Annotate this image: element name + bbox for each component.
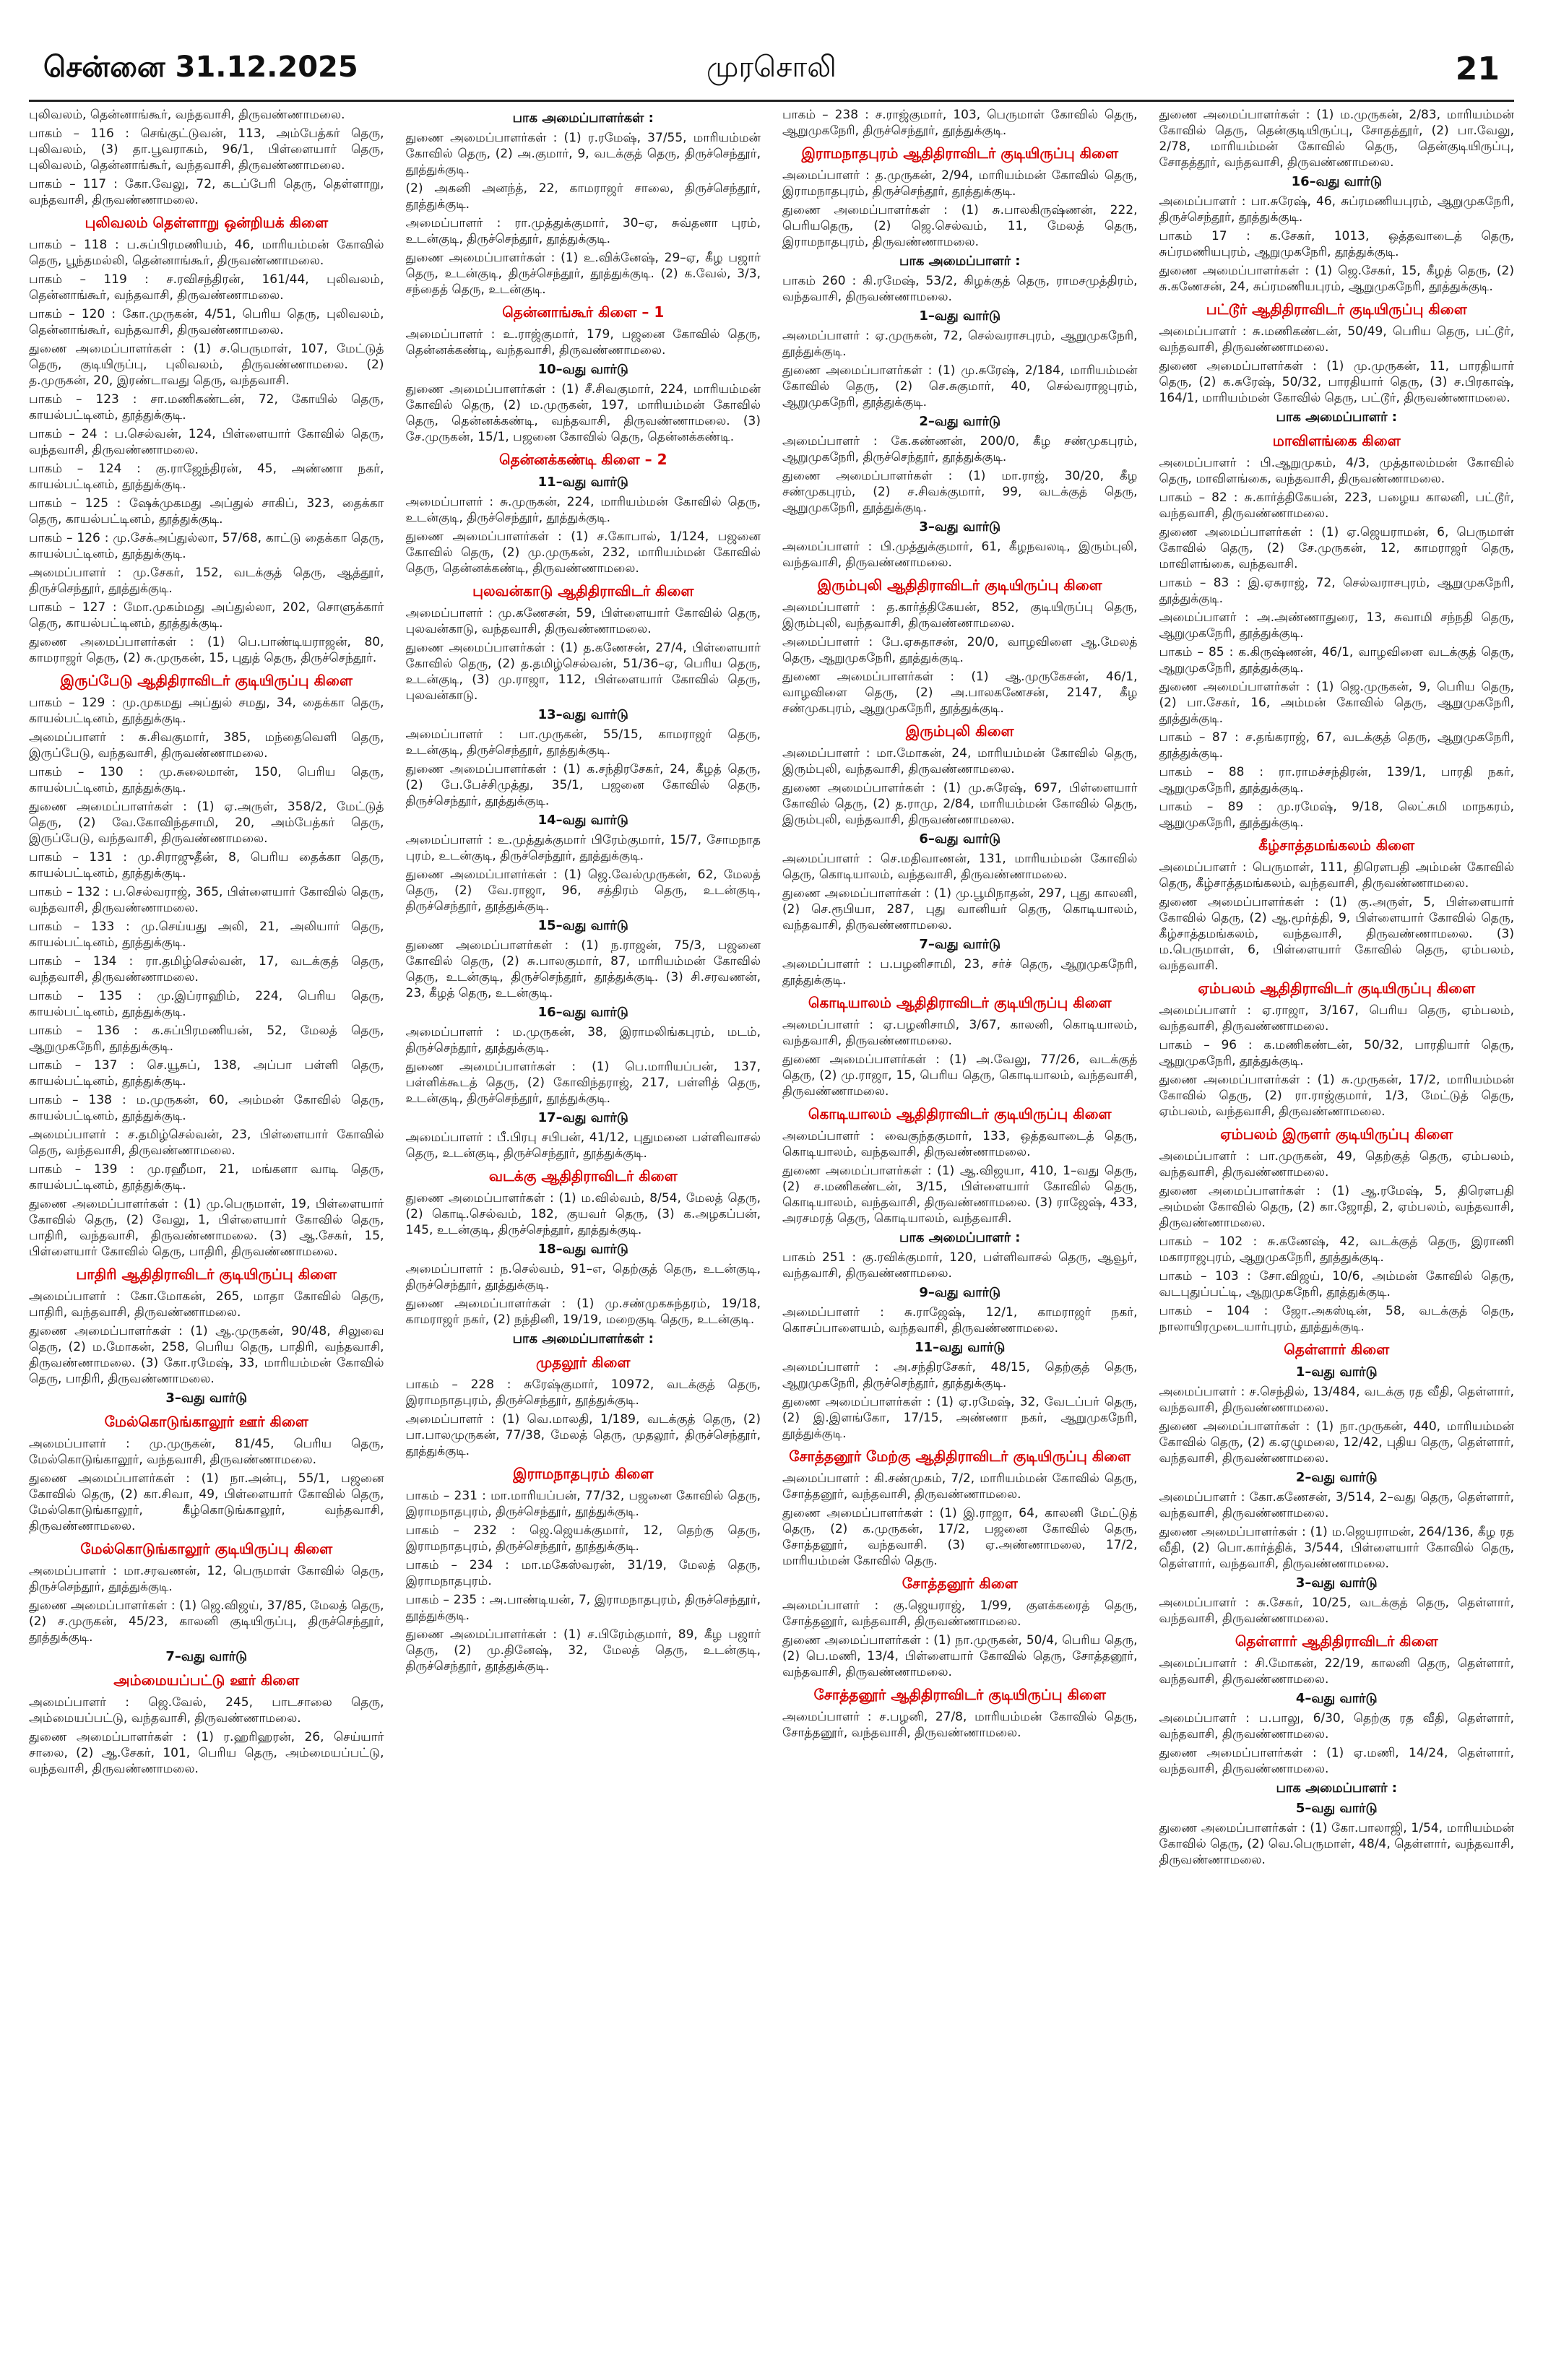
listing-entry: துணை அமைப்பாளர்கள் : (1) க.சந்திரசேகர், 24, கீழத் தெரு, (2) பே.பேச்சிமுத்து, 35/1, பஜனை கோவில் தெரு, திருச்செந்தூர், தூத்துக்குடி. — [405, 762, 761, 808]
listing-entry: துணை அமைப்பாளர்கள் : (1) ர.ஹரிஹரன், 26, செய்யார் சாலை, (2) ஆ.சேகர், 101, பெரிய தெரு, அம்மையப்பட்டு, வந்தவாசி, திருவண்ணாமலை. — [29, 1730, 384, 1776]
listing-entry: அமைப்பாளர் : கோ.மோகன், 265, மாதா கோவில் தெரு, பாதிரி, வந்தவாசி, திருவண்ணாமலை. — [29, 1289, 384, 1320]
section-heading: ஏம்பலம் ஆதிதிராவிடர் குடியிருப்பு கிளை — [1198, 979, 1476, 997]
columns — [29, 107, 1514, 2351]
listing-entry: பாகம் – 131 : மு.சிராஜுதீன், 8, பெரிய தைக்கா தெரு, காயல்பட்டினம், தூத்துக்குடி. — [29, 850, 384, 880]
listing-entry: பாகம் – 130 : மு.சுலைமான், 150, பெரிய தெரு, காயல்பட்டினம், தூத்துக்குடி. — [29, 765, 384, 795]
listing-entry: துணை அமைப்பாளர்கள் : (1) உ.விக்னேஷ், 29–ஏ, கீழ பஜார் தெரு, உடன்குடி, திருச்செந்தூர், தூத்துக்குடி. (2) க.வேல், 3/3, சந்தைத் தெரு, உடன்குடி. — [405, 251, 761, 297]
listing-entry: அமைப்பாளர் : ச.செந்தில், 13/484, வடக்கு ரத வீதி, தெள்ளார், வந்தவாசி, திருவண்ணாமலை. — [1159, 1385, 1514, 1415]
listing-entry: பாகம் – 85 : க.கிருஷ்ணன், 46/1, வாழவிளை வடக்குத் தெரு, ஆறுமுகநேரி, தூத்துக்குடி. — [1159, 645, 1514, 675]
listing-entry: அமைப்பாளர் : சு.ராஜேஷ், 12/1, காமராஜர் நகர், கொசப்பாளையம், வந்தவாசி, திருவண்ணாமலை. — [782, 1305, 1138, 1336]
ward-heading: 3–வது வார்டு — [165, 1390, 248, 1406]
section-heading: கொடியாலம் ஆதிதிராவிடர் குடியிருப்பு கிளை — [808, 1105, 1112, 1122]
listing-entry: பாகம் – 235 : அ.பாண்டியன், 7, இராமநாதபுரம், திருச்செந்தூர், தூத்துக்குடி. — [405, 1593, 761, 1623]
page-number: 21 — [1455, 51, 1500, 87]
listing-entry: துணை அமைப்பாளர்கள் : (1) நா.முருகன், 440, மாரியம்மன் கோவில் தெரு, (2) க.ஏழுமலை, 12/42, புதிய தெரு, தெள்ளார், வந்தவாசி, திருவண்ணாமலை. — [1159, 1419, 1514, 1466]
ward-heading: பாக அமைப்பாளர்கள் : — [512, 111, 654, 126]
section-heading: அம்மையப்பட்டு ஊர் கிளை — [113, 1671, 300, 1689]
listing-entry: அமைப்பாளர் : பா.முருகன், 49, தெற்குத் தெரு, ஏம்பலம், வந்தவாசி, திருவண்ணாமலை. — [1159, 1149, 1514, 1180]
listing-entry: அமைப்பாளர் : ச.பழனி, 27/8, மாரியம்மன் கோவில் தெரு, சோத்தனூர், வந்தவாசி, திருவண்ணாமலை. — [782, 1710, 1138, 1740]
listing-entry: அமைப்பாளர் : கே.கண்ணன், 200/0, கீழ சண்முகபுரம், ஆறுமுகநேரி, திருச்செந்தூர், தூத்துக்குடி. — [782, 434, 1138, 464]
listing-entry: அமைப்பாளர் : மு.சேகர், 152, வடக்குத் தெரு, ஆத்தூர், திருச்செந்தூர், தூத்துக்குடி. — [29, 566, 384, 596]
section-heading: புலிவலம் தெள்ளாறு ஒன்றியக் கிளை — [85, 214, 328, 231]
listing-entry: துணை அமைப்பாளர்கள் : (1) சு.பாலகிருஷ்ணன், 222, பெரியதெரு, (2) ஜெ.செல்வம், 11, மேலத் தெரு, இராமநாதபுரம், திருவண்ணாமலை. — [782, 203, 1138, 249]
ward-heading: 1–வது வார்டு — [1295, 1364, 1378, 1380]
listing-entry: துணை அமைப்பாளர்கள் : (1) அ.வேலு, 77/26, வடக்குத் தெரு, (2) மு.ராஜா, 15, பெரிய தெரு, கொடியாலம், வந்தவாசி, திருவண்ணாமலை. — [782, 1052, 1138, 1099]
listing-entry: துணை அமைப்பாளர்கள் : (1) கு.அருள், 5, பிள்ளையார் கோவில் தெரு, (2) ஆ.மூர்த்தி, 9, பிள்ளையார் கோவில் தெரு, கீழ்சாத்தமங்கலம், வந்தவாசி, திருவண்ணாமலை. (3) ம.பெருமாள், 6, பிள்ளையார் கோவில் தெரு, ஏம்பலம், வந்தவாசி. — [1159, 895, 1514, 973]
listing-entry: துணை அமைப்பாளர்கள் : (1) ச.கோபால், 1/124, பஜனை கோவில் தெரு, (2) மு.முருகன், 232, மாரியம்மன் கோவில் தெரு, தென்னக்கண்டி, திருவண்ணாமலை. — [405, 529, 761, 576]
listing-entry: துணை அமைப்பாளர்கள் : (1) ச.பிரேம்குமார், 89, கீழ பஜார் தெரு, (2) மு.தினேஷ், 32, மேலத் தெரு, உடன்குடி, திருச்செந்தூர், தூத்துக்குடி. — [405, 1627, 761, 1674]
section-heading: சோத்தனூர் மேற்கு ஆதிதிராவிடர் குடியிருப்பு கிளை — [789, 1448, 1131, 1465]
section-heading: தென்னாங்கூர் கிளை – 1 — [502, 303, 665, 321]
ward-heading: 13–வது வார்டு — [537, 707, 628, 722]
listing-entry: பாகம் – 103 : சோ.விஜய், 10/6, அம்மன் கோவில் தெரு, வடபுதுப்பட்டி, ஆறுமுகநேரி, தூத்துக்குடி. — [1159, 1269, 1514, 1299]
date-line: சென்னை 31.12.2025 — [43, 51, 358, 84]
listing-entry: அமைப்பாளர் : ஜெ.வேல், 245, பாடசாலை தெரு, அம்மையப்பட்டு, வந்தவாசி, திருவண்ணாமலை. — [29, 1695, 384, 1726]
listing-entry: துணை அமைப்பாளர்கள் : (1) ஆ.விஜயா, 410, 1–வது தெரு, (2) ச.மணிகண்டன், 3/15, பிள்ளையார் கோவில் தெரு, கொடியாலம், வந்தவாசி, திருவண்ணாமலை. (3) ராஜேஷ், 433, அரசமரத் தெரு, கொடியாலம், வந்தவாசி. — [782, 1164, 1138, 1226]
listing-entry: பாகம் – 125 : ஷேக்முகமது அப்துல் சாகிப், 323, தைக்கா தெரு, காயல்பட்டினம், தூத்துக்குடி. — [29, 496, 384, 527]
section-heading: சோத்தனூர் ஆதிதிராவிடர் குடியிருப்பு கிளை — [813, 1686, 1106, 1703]
section-heading: கீழ்சாத்தமங்கலம் கிளை — [1258, 836, 1415, 854]
ward-heading: 7–வது வார்டு — [165, 1649, 248, 1664]
paper-name: முரசொலி — [706, 51, 837, 84]
listing-entry: அமைப்பாளர் : பா.முருகன், 55/15, காமராஜர் தெரு, உடன்குடி, திருச்செந்தூர், தூத்துக்குடி. — [405, 727, 761, 758]
listing-entry: பாகம் – 231 : மா.மாரியப்பன், 77/32, பஜனை கோவில் தெரு, இராமநாதபுரம், திருச்செந்தூர், தூத்துக்குடி. — [405, 1489, 761, 1519]
ward-heading: பாக அமைப்பாளர் : — [899, 1230, 1021, 1245]
listing-entry: துணை அமைப்பாளர்கள் : (1) மு.சண்முகசுந்தரம், 19/18, காமராஜர் நகர், (2) நந்தினி, 19/19, மறைகுடி தெரு, உடன்குடி. — [405, 1297, 761, 1327]
listing-entry: அமைப்பாளர் : (1) வெ.மாலதி, 1/189, வடக்குத் தெரு, (2) பா.பாலமுருகன், 77/38, மேலத் தெரு, முதலூர், திருச்செந்தூர், தூத்துக்குடி. — [405, 1412, 761, 1458]
section-heading: இரும்புலி ஆதிதிராவிடர் குடியிருப்பு கிளை — [817, 576, 1102, 594]
listing-entry: துணை அமைப்பாளர்கள் : (1) நா.முருகன், 50/4, பெரிய தெரு, (2) பெ.மணி, 13/4, பிள்ளையார் கோவில் தெரு, சோத்தனூர், வந்தவாசி, திருவண்ணாமலை. — [782, 1633, 1138, 1679]
section-heading: தெள்ளார் ஆதிதிராவிடர் கிளை — [1235, 1632, 1438, 1650]
section-heading: தெள்ளார் கிளை — [1284, 1341, 1390, 1358]
listing-entry: பாகம் – 88 : ரா.ராமச்சந்திரன், 139/1, பாரதி நகர், ஆறுமுகநேரி, தூத்துக்குடி. — [1159, 765, 1514, 795]
listing-entry: அமைப்பாளர் : மு.கணேசன், 59, பிள்ளையார் கோவில் தெரு, புலவன்காடு, வந்தவாசி, திருவண்ணாமலை. — [405, 606, 761, 636]
listing-entry: அமைப்பாளர் : சு.முருகன், 224, மாரியம்மன் கோவில் தெரு, உடன்குடி, திருச்செந்தூர், தூத்துக்குடி. — [405, 495, 761, 525]
listing-entry: அமைப்பாளர் : உ.முத்துக்குமார் பிரேம்குமார், 15/7, சோமநாத புரம், உடன்குடி, திருச்செந்தூர், தூத்துக்குடி. — [405, 833, 761, 863]
ward-heading: 11–வது வார்டு — [537, 475, 628, 490]
listing-entry: பாகம் – 139 : மு.ரஹீமா, 21, மங்களா வாடி தெரு, காயல்பட்டினம், தூத்துக்குடி. — [29, 1162, 384, 1193]
ward-heading: 17–வது வார்டு — [537, 1110, 628, 1125]
ward-heading: 1–வது வார்டு — [919, 308, 1001, 324]
listing-entry: துணை அமைப்பாளர்கள் : (1) மு.பெருமாள், 19, பிள்ளையார் கோவில் தெரு, (2) வேலு, 1, பிள்ளையார் கோவில் தெரு, பாதிரி, வந்தவாசி, திருவண்ணாமலை. (3) ஆ.சேகர், 15, பிள்ளையார் கோவில் தெரு, பாதிரி, திருவண்ணாமலை. — [29, 1197, 384, 1259]
listing-entry: துணை அமைப்பாளர்கள் : (1) ஜெ.சேகர், 15, கீழத் தெரு, (2) சு.கணேசன், 24, சுப்ரமணியபுரம், ஆறுமுகநேரி, தூத்துக்குடி. — [1159, 264, 1514, 294]
listing-entry: பாகம் – 83 : இ.ஏசுராஜ், 72, செல்வராசபுரம், ஆறுமுகநேரி, தூத்துக்குடி. — [1159, 576, 1514, 606]
listing-entry: பாகம் – 138 : ம.முருகன், 60, அம்மன் கோவில் தெரு, காயல்பட்டினம், தூத்துக்குடி. — [29, 1093, 384, 1123]
listing-entry: துணை அமைப்பாளர்கள் : (1) மு.சுரேஷ், 2/184, மாரியம்மன் கோவில் தெரு, (2) செ.சுகுமார், 40, செல்வராஜபுரம், ஆறுமுகநேரி, தூத்துக்குடி. — [782, 363, 1138, 410]
listing-entry: துணை அமைப்பாளர்கள் : (1) மு.சுரேஷ், 697, பிள்ளையார் கோவில் தெரு, (2) த.ராமு, 2/84, மாரியம்மன் கோவில் தெரு, இரும்புலி, வந்தவாசி, திருவண்ணாமலை. — [782, 781, 1138, 827]
listing-entry: துணை அமைப்பாளர்கள் : (1) மா.ராஜ், 30/20, கீழ சண்முகபுரம், (2) ச.சிவக்குமார், 99, வடக்குத் தெரு, ஆறுமுகநேரி, தூத்துக்குடி. — [782, 469, 1138, 515]
listing-entry: பாகம் – 87 : ச.தங்கராஜ், 67, வடக்குத் தெரு, ஆறுமுகநேரி, தூத்துக்குடி. — [1159, 730, 1514, 761]
listing-entry: துணை அமைப்பாளர்கள் : (1) ஏ.மணி, 14/24, தெள்ளார், வந்தவாசி, திருவண்ணாமலை. — [1159, 1746, 1514, 1776]
listing-entry: துணை அமைப்பாளர்கள் : (1) ஏ.ரமேஷ், 32, வேடப்பர் தெரு, (2) இ.இளங்கோ, 17/15, அண்ணா நகர், ஆறுமுகநேரி, தூத்துக்குடி. — [782, 1395, 1138, 1441]
listing-entry: அமைப்பாளர் : ப.பாலு, 6/30, தெற்கு ரத வீதி, தெள்ளார், வந்தவாசி, திருவண்ணாமலை. — [1159, 1711, 1514, 1741]
column-4 — [1159, 107, 1515, 2351]
ward-heading: 18–வது வார்டு — [537, 1242, 628, 1257]
listing-entry: அமைப்பாளர் : பி.முத்துக்குமார், 61, கீழநவலடி, இரும்புலி, வந்தவாசி, திருவண்ணாமலை. — [782, 540, 1138, 570]
listing-entry: பாகம் – 228 : சுரேஷ்குமார், 10972, வடக்குத் தெரு, இராமநாதபுரம், திருச்செந்தூர், தூத்துக்குடி. — [405, 1377, 761, 1408]
listing-entry: பாகம் – 232 : ஜெ.ஜெயக்குமார், 12, தெற்கு தெரு, இராமநாதபுரம், திருச்செந்தூர், தூத்துக்குடி. — [405, 1523, 761, 1554]
listing-entry: பாகம் – 104 : ஜோ.அகஸ்டின், 58, வடக்குத் தெரு, நாலாயிரமுடையார்புரம், தூத்துக்குடி. — [1159, 1304, 1514, 1334]
section-heading: வடக்கு ஆதிதிராவிடர் கிளை — [488, 1167, 678, 1185]
listing-entry: அமைப்பாளர் : ரா.முத்துக்குமார், 30–ஏ, சுவ்தனா புரம், உடன்குடி, திருச்செந்தூர், தூத்துக்குடி. — [405, 216, 761, 246]
listing-entry: அமைப்பாளர் : சு.சிவகுமார், 385, மந்தைவெளி தெரு, இருப்பேடு, வந்தவாசி, திருவண்ணாமலை. — [29, 730, 384, 761]
ward-heading: 10–வது வார்டு — [537, 362, 628, 377]
listing-entry: துணை அமைப்பாளர்கள் : (1) ஜெ.வேல்முருகன், 62, மேலத் தெரு, (2) வே.ராஜா, 96, சத்திரம் தெரு, உடன்குடி, திருச்செந்தூர், தூத்துக்குடி. — [405, 867, 761, 914]
listing-entry: அமைப்பாளர் : சி.மோகன், 22/19, காலனி தெரு, தெள்ளார், வந்தவாசி, திருவண்ணாமலை. — [1159, 1656, 1514, 1687]
listing-entry: துணை அமைப்பாளர்கள் : (1) சு.முருகன், 17/2, மாரியம்மன் கோவில் தெரு, (2) ரா.ராஜ்குமார், 1/3, மேட்டுத் தெரு, ஏம்பலம், வந்தவாசி, திருவண்ணாமலை. — [1159, 1073, 1514, 1119]
section-heading: பாதிரி ஆதிதிராவிடர் குடியிருப்பு கிளை — [76, 1265, 337, 1283]
listing-entry: துணை அமைப்பாளர்கள் : (1) நா.அன்பு, 55/1, பஜனை கோவில் தெரு, (2) கா.சிவா, 49, பிள்ளையார் கோவில் தெரு, மேல்கொடுங்காலூர், கீழ்கொடுங்காலூர், வந்தவாசி, திருவண்ணாமலை. — [29, 1471, 384, 1533]
ward-heading: 16–வது வார்டு — [537, 1005, 628, 1020]
listing-entry: துணை அமைப்பாளர்கள் : (1) சீ.சிவகுமார், 224, மாரியம்மன் கோவில் தெரு, (2) ம.முருகன், 197, மாரியம்மன் கோவில் தெரு, தென்னக்கண்டி, வந்தவாசி, திருவண்ணாமலை. (3) சே.முருகன், 15/1, பஜனை கோவில் தெரு, தென்னக்கண்டி. — [405, 382, 761, 444]
listing-entry: அமைப்பாளர் : பீ.பிரபு சபிபன், 41/12, புதுமனை பள்ளிவாசல் தெரு, உடன்குடி, திருச்செந்தூர், தூத்துக்குடி. — [405, 1130, 761, 1161]
listing-entry: பாகம் – 133 : மு.செய்யது அலி, 21, அலியார் தெரு, காயல்பட்டினம், தூத்துக்குடி. — [29, 919, 384, 950]
listing-entry: அமைப்பாளர் : ஏ.பழனிசாமி, 3/67, காலனி, கொடியாலம், வந்தவாசி, திருவண்ணாமலை. — [782, 1018, 1138, 1048]
ward-heading: 9–வது வார்டு — [919, 1285, 1001, 1300]
listing-entry: துணை அமைப்பாளர்கள் : (1) ம.வில்வம், 8/54, மேலத் தெரு, (2) கொடி.செல்வம், 182, குயவர் தெரு, (3) க.அழகப்பன், 145, உடன்குடி, திருச்செந்தூர், தூத்துக்குடி. — [405, 1191, 761, 1237]
listing-entry: அமைப்பாளர் : உ.ராஜ்குமார், 179, பஜனை கோவில் தெரு, தென்னக்கண்டி, வந்தவாசி, திருவண்ணாமலை. — [405, 327, 761, 358]
listing-entry: பாகம் – 238 : ச.ராஜ்குமார், 103, பெருமாள் கோவில் தெரு, ஆறுமுகநேரி, திருச்செந்தூர், தூத்துக்குடி. — [782, 108, 1138, 138]
listing-entry: அமைப்பாளர் : வைகுந்தகுமார், 133, ஒத்தவாடைத் தெரு, கொடியாலம், வந்தவாசி, திருவண்ணாமலை. — [782, 1129, 1138, 1159]
listing-entry: பாகம் – 117 : கோ.வேலு, 72, கடப்பேரி தெரு, தெள்ளாறு, வந்தவாசி, திருவண்ணாமலை. — [29, 177, 384, 207]
listing-entry: பாகம் – 96 : க.மணிகண்டன், 50/32, பாரதியார் தெரு, ஆறுமுகநேரி, தூத்துக்குடி. — [1159, 1038, 1514, 1068]
listing-entry: பாகம் – 24 : ப.செல்வன், 124, பிள்ளையார் கோவில் தெரு, வந்தவாசி, திருவண்ணாமலை. — [29, 427, 384, 457]
listing-entry: அமைப்பாளர் : ஏ.முருகன், 72, செல்வராசபுரம், ஆறுமுகநேரி, தூத்துக்குடி. — [782, 329, 1138, 359]
section-heading: தென்னக்கண்டி கிளை – 2 — [499, 451, 667, 468]
masthead — [29, 51, 1514, 94]
section-heading: மாவிளங்கை கிளை — [1272, 432, 1401, 449]
listing-entry: துணை அமைப்பாளர்கள் : (1) ஜெ.விஜய், 37/85, மேலத் தெரு, (2) ச.முருகன், 45/23, காலனி குடியிருப்பு, திருச்செந்தூர், தூத்துக்குடி. — [29, 1598, 384, 1645]
listing-entry: பாகம் – 123 : சா.மணிகண்டன், 72, கோயில் தெரு, காயல்பட்டினம், தூத்துக்குடி. — [29, 392, 384, 423]
listing-entry: துணை அமைப்பாளர்கள் : (1) கோ.பாலாஜி, 1/54, மாரியம்மன் கோவில் தெரு, (2) வெ.பெருமாள், 48/4, தெள்ளார், வந்தவாசி, திருவண்ணாமலை. — [1159, 1821, 1514, 1867]
listing-entry: பாகம் 251 : கு.ரவிக்குமார், 120, பள்ளிவாசல் தெரு, ஆவூர், வந்தவாசி, திருவண்ணாமலை. — [782, 1250, 1138, 1281]
listing-entry: துணை அமைப்பாளர்கள் : (1) ர.ரமேஷ், 37/55, மாரியம்மன் கோவில் தெரு, (2) அ.குமார், 9, வடக்குத் தெரு, திருச்செந்தூர், தூத்துக்குடி. — [405, 131, 761, 177]
section-heading: பட்டூர் ஆதிதிராவிடர் குடியிருப்பு கிளை — [1206, 300, 1467, 318]
listing-entry: பாகம் – 234 : மா.மகேஸ்வரன், 31/19, மேலத் தெரு, இராமநாதபுரம். — [405, 1558, 761, 1588]
section-heading: ஏம்பலம் இருளர் குடியிருப்பு கிளை — [1220, 1125, 1453, 1143]
listing-entry: துணை அமைப்பாளர்கள் : (1) ஆ.முருகன், 90/48, சிலுவை தெரு, (2) ம.மோகன், 258, பெரிய தெரு, பாதிரி, வந்தவாசி, திருவண்ணாமலை. (3) கோ.ரமேஷ், 33, மாரியம்மன் கோவில் தெரு, பாதிரி, திருவண்ணாமலை. — [29, 1324, 384, 1386]
listing-entry: துணை அமைப்பாளர்கள் : (1) ச.பெருமாள், 107, மேட்டுத் தெரு, குடியிருப்பு, புலிவலம், திருவண்ணாமலை. (2) த.முருகன், 20, இரண்டாவது தெரு, வந்தவாசி. — [29, 342, 384, 388]
listing-entry: பாகம் – 82 : சு.கார்த்திகேயன், 223, பழைய காலனி, பட்டூர், வந்தவாசி, திருவண்ணாமலை. — [1159, 490, 1514, 521]
listing-entry: பாகம் – 89 : மு.ரமேஷ், 9/18, லெட்சுமி மாநகரம், ஆறுமுகநேரி, தூத்துக்குடி. — [1159, 800, 1514, 830]
ward-heading: 11–வது வார்டு — [915, 1340, 1006, 1355]
listing-entry: அமைப்பாளர் : அ.அண்ணாதுரை, 13, சுவாமி சந்நதி தெரு, ஆறுமுகநேரி, தூத்துக்குடி. — [1159, 610, 1514, 641]
listing-entry: பாகம் – 127 : மோ.முகம்மது அப்துல்லா, 202, சொளுக்கார் தெரு, காயல்பட்டினம், தூத்துக்குடி. — [29, 600, 384, 631]
ward-heading: பாக அமைப்பாளர் : — [1276, 410, 1397, 425]
ward-heading: 7–வது வார்டு — [919, 937, 1001, 952]
listing-entry: அமைப்பாளர் : ப.பழனிசாமி, 23, சர்ச் தெரு, ஆறுமுகநேரி, தூத்துக்குடி. — [782, 957, 1138, 987]
section-heading: புலவன்காடு ஆதிதிராவிடர் கிளை — [472, 582, 694, 600]
section-heading: மேல்கொடுங்காலூர் ஊர் கிளை — [104, 1413, 308, 1430]
listing-entry: அமைப்பாளர் : சு.சேகர், 10/25, வடக்குத் தெரு, தெள்ளார், வந்தவாசி, திருவண்ணாமலை. — [1159, 1596, 1514, 1626]
listing-entry: துணை அமைப்பாளர்கள் : (1) இ.ராஜா, 64, காலனி மேட்டுத் தெரு, (2) க.முருகன், 17/2, பஜனை கோவில் தெரு, சோத்தனூர், வந்தவாசி. (3) ஏ.அண்ணாமலை, 17/2, மாரியம்மன் கோவில் தெரு. — [782, 1506, 1138, 1568]
section-heading: முதலூர் கிளை — [536, 1354, 631, 1371]
section-heading: மேல்கொடுங்காலூர் குடியிருப்பு கிளை — [80, 1540, 333, 1557]
section-heading: சோத்தனூர் கிளை — [902, 1575, 1018, 1592]
listing-entry: பாகம் – 102 : சு.கணேஷ், 42, வடக்குத் தெரு, இராணி மகாராஜபுரம், ஆறுமுகநேரி, தூத்துக்குடி. — [1159, 1234, 1514, 1265]
listing-entry: பாகம் – 134 : ரா.தமிழ்செல்வன், 17, வடக்குத் தெரு, வந்தவாசி, திருவண்ணாமலை. — [29, 954, 384, 985]
listing-entry: துணை அமைப்பாளர்கள் : (1) ம.ஜெயராமன், 264/136, கீழ ரத வீதி, (2) பொ.கார்த்திக், 3/544, பிள்ளையார் கோவில் தெரு, தெள்ளார், வந்தவாசி, திருவண்ணாமலை. — [1159, 1525, 1514, 1571]
listing-entry: பாகம் 17 : க.சேகர், 1013, ஒத்தவாடைத் தெரு, சுப்ரமணியபுரம், ஆறுமுகநேரி, தூத்துக்குடி. — [1159, 229, 1514, 259]
section-heading: இராமநாதபுரம் கிளை — [513, 1465, 654, 1482]
listing-entry: அமைப்பாளர் : பே.ஏசுதாசன், 20/0, வாழவிளை ஆ.மேலத் தெரு, ஆறுமுகநேரி, தூத்துக்குடி. — [782, 635, 1138, 665]
listing-entry: அமைப்பாளர் : பெருமாள், 111, திரௌபதி அம்மன் கோவில் தெரு, கீழ்சாத்தமங்கலம், வந்தவாசி, திருவண்ணாமலை. — [1159, 860, 1514, 891]
column-1 — [29, 107, 384, 2351]
section-heading: கொடியாலம் ஆதிதிராவிடர் குடியிருப்பு கிளை — [808, 994, 1112, 1011]
listing-entry: அமைப்பாளர் : ந.செல்வம், 91–எ, தெற்குத் தெரு, உடன்குடி, திருச்செந்தூர், தூத்துக்குடி. — [405, 1262, 761, 1292]
listing-entry: (2) அகனி அனந்த், 22, காமராஜர் சாலை, திருச்செந்தூர், தூத்துக்குடி. — [405, 181, 761, 212]
ward-heading: 2–வது வார்டு — [919, 414, 1001, 429]
listing-entry: பாகம் – 132 : ப.செல்வராஜ், 365, பிள்ளையார் கோவில் தெரு, வந்தவாசி, திருவண்ணாமலை. — [29, 885, 384, 915]
listing-entry: அமைப்பாளர் : கோ.கணேசன், 3/514, 2–வது தெரு, தெள்ளார், வந்தவாசி, திருவண்ணாமலை. — [1159, 1490, 1514, 1520]
listing-entry: பாகம் – 118 : ப.சுப்பிரமணியம், 46, மாரியம்மன் கோவில் தெரு, பூந்தமல்லி, தென்னாங்கூர், திருவண்ணாமலை. — [29, 238, 384, 268]
listing-entry: துணை அமைப்பாளர்கள் : (1) ம.முருகன், 2/83, மாரியம்மன் கோவில் தெரு, தென்குடியிருப்பு, சோதத்தூர், (2) பா.வேலு, 2/78, மாரியம்மன் கோவில் தெரு, தென்குடியிருப்பு, சோதத்தூர், வந்தவாசி, திருவண்ணாமலை. — [1159, 108, 1514, 170]
section-heading: இரும்புலி கிளை — [905, 722, 1014, 740]
listing-entry: பாகம் – 137 : செ.யூசுப், 138, அப்பா பள்ளி தெரு, காயல்பட்டினம், தூத்துக்குடி. — [29, 1058, 384, 1089]
listing-entry: அமைப்பாளர் : சு.மணிகண்டன், 50/49, பெரிய தெரு, பட்டூர், வந்தவாசி, திருவண்ணாமலை. — [1159, 324, 1514, 355]
ward-heading: 14–வது வார்டு — [537, 813, 628, 828]
listing-entry: பாகம் – 119 : ச.ரவிசந்திரன், 161/44, புலிவலம், தென்னாங்கூர், வந்தவாசி, திருவண்ணாமலை. — [29, 272, 384, 303]
listing-entry: பாகம் – 126 : மு.சேக்அப்துல்லா, 57/68, காட்டு தைக்கா தெரு, காயல்பட்டினம், தூத்துக்குடி. — [29, 531, 384, 561]
listing-entry: அமைப்பாளர் : செ.மதிவாணன், 131, மாரியம்மன் கோவில் தெரு, கொடியாலம், வந்தவாசி, திருவண்ணாமலை. — [782, 852, 1138, 882]
listing-entry: அமைப்பாளர் : பா.சுரேஷ், 46, சுப்ரமணியபுரம், ஆறுமுகநேரி, திருச்செந்தூர், தூத்துக்குடி. — [1159, 194, 1514, 225]
listing-entry: பாகம் – 124 : கு.ராஜேந்திரன், 45, அண்ணா நகர், காயல்பட்டினம், தூத்துக்குடி. — [29, 462, 384, 492]
listing-entry: துணை அமைப்பாளர்கள் : (1) பெ.மாரியப்பன், 137, பள்ளிக்கூடத் தெரு, (2) கோவிந்தராஜ், 217, பள்ளித் தெரு, உடன்குடி, திருச்செந்தூர், தூத்துக்குடி. — [405, 1060, 761, 1106]
listing-entry: துணை அமைப்பாளர்கள் : (1) ந.ராஜன், 75/3, பஜனை கோவில் தெரு, (2) சு.பாலகுமார், 87, மாரியம்மன் கோவில் தெரு, உடன்குடி, திருச்செந்தூர், தூத்துக்குடி. (3) சி.சரவணன், 23, கீழத் தெரு, உடன்குடி. — [405, 938, 761, 1000]
listing-entry: துணை அமைப்பாளர்கள் : (1) ஏ.அருள், 358/2, மேட்டுத் தெரு, (2) வே.கோவிந்தசாமி, 20, அம்பேத்கர் தெரு, இருப்பேடு, வந்தவாசி, திருவண்ணாமலை. — [29, 800, 384, 846]
listing-entry: பாகம் – 116 : செங்குட்டுவன், 113, அம்பேத்கர் தெரு, புலிவலம், (3) தா.பூவராகம், 96/1, பிள்ளையார் தெரு, புலிவலம், தென்னாங்கூர், வந்தவாசி, திருவண்ணாமலை. — [29, 126, 384, 173]
listing-entry: துணை அமைப்பாளர்கள் : (1) த.கணேசன், 27/4, பிள்ளையார் கோவில் தெரு, (2) த.தமிழ்செல்வன், 51/36–ஏ, பெரிய தெரு, உடன்குடி, (3) மு.ராஜா, 112, பிள்ளையார் கோவில் தெரு, புலவன்காடு. — [405, 641, 761, 703]
listing-entry: பாகம் – 120 : கோ.முருகன், 4/51, பெரிய தெரு, புலிவலம், தென்னாங்கூர், வந்தவாசி, திருவண்ணாமலை. — [29, 307, 384, 337]
section-heading: இராமநாதபுரம் ஆதிதிராவிடர் குடியிருப்பு கிளை — [801, 144, 1119, 162]
masthead-rule — [29, 100, 1514, 102]
listing-entry: துணை அமைப்பாளர்கள் : (1) மு.பூமிநாதன், 297, புது காலனி, (2) செ.ரூபியா, 287, புது வானியர் தெரு, கொடியாலம், வந்தவாசி, திருவண்ணாமலை. — [782, 886, 1138, 932]
listing-entry: பாகம் – 136 : க.சுப்பிரமணியன், 52, மேலத் தெரு, ஆறுமுகநேரி, தூத்துக்குடி. — [29, 1024, 384, 1054]
listing-entry: பாகம் 260 : கி.ரமேஷ், 53/2, கிழக்குத் தெரு, ராமசமுத்திரம், வந்தவாசி, திருவண்ணாமலை. — [782, 274, 1138, 304]
listing-entry: அமைப்பாளர் : கி.சண்முகம், 7/2, மாரியம்மன் கோவில் தெரு, சோத்தனூர், வந்தவாசி, திருவண்ணாமலை. — [782, 1471, 1138, 1502]
listing-entry: அமைப்பாளர் : த.கார்த்திகேயன், 852, குடியிருப்பு தெரு, இரும்புலி, வந்தவாசி, திருவண்ணாமலை. — [782, 600, 1138, 631]
ward-heading: 16–வது வார்டு — [1291, 174, 1382, 189]
listing-entry: துணை அமைப்பாளர்கள் : (1) ஆ.முருகேசன், 46/1, வாழவிளை தெரு, (2) அ.பாலகணேசன், 2147, கீழ சண்முகபுரம், ஆறுமுகநேரி, தூத்துக்குடி. — [782, 670, 1138, 716]
ward-heading: பாக அமைப்பாளர்கள் : — [512, 1331, 654, 1346]
listing-entry: அமைப்பாளர் : மா.மோகன், 24, மாரியம்மன் கோவில் தெரு, இரும்புலி, வந்தவாசி, திருவண்ணாமலை. — [782, 746, 1138, 776]
listing-entry: அமைப்பாளர் : ம.முருகன், 38, இராமலிங்கபுரம், மடம், திருச்செந்தூர், தூத்துக்குடி. — [405, 1025, 761, 1055]
listing-entry: துணை அமைப்பாளர்கள் : (1) மு.முருகன், 11, பாரதியார் தெரு, (2) க.சுரேஷ், 50/32, பாரதியார் தெரு, (3) ச.பிரகாஷ், 164/1, மாரியம்மன் கோவில் தெரு, பட்டூர், திருவண்ணாமலை. — [1159, 359, 1514, 405]
ward-heading: பாக அமைப்பாளர் : — [1276, 1780, 1397, 1796]
listing-entry: அமைப்பாளர் : மு.முருகன், 81/45, பெரிய தெரு, மேல்கொடுங்காலூர், வந்தவாசி, திருவண்ணாமலை. — [29, 1437, 384, 1467]
listing-entry: அமைப்பாளர் : கு.ஜெயராஜ், 1/99, குளக்கரைத் தெரு, சோத்தனூர், வந்தவாசி, திருவண்ணாமலை. — [782, 1598, 1138, 1629]
ward-heading: 5–வது வார்டு — [1295, 1801, 1378, 1816]
section-heading: இருப்பேடு ஆதிதிராவிடர் குடியிருப்பு கிளை — [60, 672, 353, 689]
listing-entry: பாகம் – 135 : மு.இப்ராஹிம், 224, பெரிய தெரு, காயல்பட்டினம், தூத்துக்குடி. — [29, 989, 384, 1019]
ward-heading: 15–வது வார்டு — [537, 918, 628, 933]
listing-entry: அமைப்பாளர் : மா.சரவணன், 12, பெருமாள் கோவில் தெரு, திருச்செந்தூர், தூத்துக்குடி. — [29, 1564, 384, 1594]
column-2 — [406, 107, 761, 2351]
listing-entry: அமைப்பாளர் : அ.சந்திரசேகர், 48/15, தெற்குத் தெரு, ஆறுமுகநேரி, திருச்செந்தூர், தூத்துக்குடி. — [782, 1360, 1138, 1390]
listing-entry: அமைப்பாளர் : த.முருகன், 2/94, மாரியம்மன் கோவில் தெரு, இராமநாதபுரம், திருச்செந்தூர், தூத்துக்குடி. — [782, 168, 1138, 199]
ward-heading: 4–வது வார்டு — [1295, 1691, 1378, 1706]
listing-entry: பாகம் – 129 : மு.முகமது அப்துல் சமது, 34, தைக்கா தெரு, காயல்பட்டினம், தூத்துக்குடி. — [29, 696, 384, 726]
listing-entry: அமைப்பாளர் : பி.ஆறுமுகம், 4/3, முத்தாலம்மன் கோவில் தெரு, மாவிளங்கை, வந்தவாசி, திருவண்ணாமலை. — [1159, 456, 1514, 486]
ward-heading: 6–வது வார்டு — [919, 831, 1001, 847]
ward-heading: பாக அமைப்பாளர் : — [899, 254, 1021, 269]
listing-entry: துணை அமைப்பாளர்கள் : (1) பெ.பாண்டியராஜன், 80, காமராஜர் தெரு, (2) சு.முருகன், 15, புதுத் தெரு, திருச்செந்தூர். — [29, 635, 384, 665]
column-3 — [782, 107, 1138, 2351]
listing-entry: புலிவலம், தென்னாங்கூர், வந்தவாசி, திருவண்ணாமலை. — [29, 108, 345, 122]
listing-entry: துணை அமைப்பாளர்கள் : (1) ஜெ.முருகன், 9, பெரிய தெரு, (2) பா.சேகர், 16, அம்மன் கோவில் தெரு, ஆறுமுகநேரி, தூத்துக்குடி. — [1159, 680, 1514, 726]
listing-entry: துணை அமைப்பாளர்கள் : (1) ஏ.ஜெயராமன், 6, பெருமாள் கோவில் தெரு, (2) சே.முருகன், 12, காமராஜர் தெரு, மாவிளங்கை, வந்தவாசி. — [1159, 525, 1514, 571]
listing-entry: துணை அமைப்பாளர்கள் : (1) ஆ.ரமேஷ், 5, திரௌபதி அம்மன் கோவில் தெரு, (2) கா.ஜோதி, 2, ஏம்பலம், வந்தவாசி, திருவண்ணாமலை. — [1159, 1184, 1514, 1230]
listing-entry: அமைப்பாளர் : ச.தமிழ்செல்வன், 23, பிள்ளையார் கோவில் தெரு, வந்தவாசி, திருவண்ணாமலை. — [29, 1128, 384, 1158]
listing-entry: அமைப்பாளர் : ஏ.ராஜா, 3/167, பெரிய தெரு, ஏம்பலம், வந்தவாசி, திருவண்ணாமலை. — [1159, 1003, 1514, 1034]
ward-heading: 3–வது வார்டு — [919, 519, 1001, 535]
ward-heading: 2–வது வார்டு — [1295, 1470, 1378, 1485]
ward-heading: 3–வது வார்டு — [1295, 1575, 1378, 1591]
